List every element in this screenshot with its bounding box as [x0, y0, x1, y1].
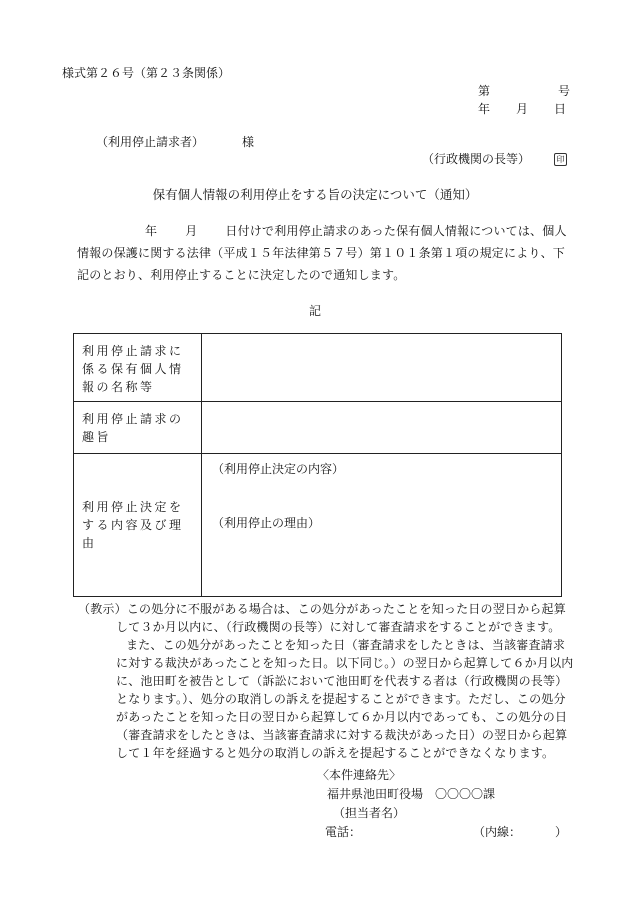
row2-label: 利用停止請求の趣旨	[74, 402, 202, 454]
contact-person: （担当者名）	[333, 806, 406, 820]
row3-label: 利用停止決定をする内容及び理由	[74, 454, 202, 597]
document-date-line	[478, 102, 566, 116]
notice-p2-text: また、この処分があったことを知った日（審査請求をしたときは、当該審査請求に対する裁決があったことを知った日。以下同じ。）の翌日から起算して６か月以内に、池田町を被告として（訴訟において池田町を代表する者は（行政機関の長等）となります。）、処分の取消しの訴えを提起することができます。ただし、この処分があったことを知った日の翌日から起算して６か月以内であっても、この処分の日（審査請求をしたときは、当該審査請求に対する裁決があった日）の翌日から起算して１年を経過すると処分の取消しの訴えを提起することができなくなります。	[116, 638, 574, 760]
body-text: 日付けで利用停止請求のあった保有個人情報については、個人情報の保護に関する法律（平成１５年法律第５７号）第１０１条第１項の規定により、下記のとおり、利用停止することに決定したので通知します。	[77, 224, 567, 282]
date-year: 年	[478, 102, 491, 116]
date-day: 日	[554, 102, 567, 116]
decision-table	[73, 333, 562, 597]
extension-open: （内線：	[473, 825, 522, 839]
table-row	[74, 454, 562, 597]
table-row	[74, 334, 562, 402]
row1-value	[202, 334, 562, 402]
notice-p1-first: この処分に不服がある場合は、この処分があったことを知った日の翌日から起算	[126, 602, 566, 616]
contact-heading: 〈本件連絡先〉	[317, 768, 402, 782]
seal-icon: 印	[554, 153, 567, 166]
contact-office: 福井県池田町役場 〇〇〇〇課	[327, 787, 496, 801]
document-number-line	[478, 84, 570, 98]
row2-value	[202, 402, 562, 454]
phone-label: 電話：	[325, 825, 362, 839]
body-date-year: 年	[145, 224, 158, 238]
extension-close: ）	[555, 825, 568, 839]
notice-p1-rest: して３か月以内に、（行政機関の長等）に対して審査請求をすることができます。	[116, 620, 561, 634]
sender-name: （行政機関の長等）	[422, 152, 531, 166]
body-paragraph	[77, 220, 577, 286]
notice-paragraph-2	[78, 636, 574, 762]
contact-block	[317, 766, 567, 842]
row3-value	[202, 454, 562, 597]
table-row	[74, 402, 562, 454]
number-dai: 第	[478, 84, 491, 98]
form-number: 様式第２６号（第２３条関係）	[62, 66, 231, 80]
decision-content-label: （利用停止決定の内容）	[212, 462, 345, 476]
addressee	[96, 135, 254, 149]
decision-reason-label: （利用停止の理由）	[212, 516, 321, 530]
requester-label: （利用停止請求者）	[96, 135, 205, 149]
honorific: 様	[242, 135, 255, 149]
body-date-month: 月	[185, 224, 198, 238]
document-title: 保有個人情報の利用停止をする旨の決定について（通知）	[152, 187, 478, 202]
date-month: 月	[516, 102, 529, 116]
contact-phone-line	[317, 823, 567, 842]
ki-heading: 記	[308, 304, 321, 318]
instruction-notice	[78, 600, 574, 762]
sender	[422, 152, 567, 166]
number-go: 号	[558, 84, 571, 98]
row1-label: 利用停止請求に係る保有個人情報の名称等	[74, 334, 202, 402]
notice-first-line	[78, 600, 574, 618]
notice-head: （教示）	[78, 602, 127, 616]
